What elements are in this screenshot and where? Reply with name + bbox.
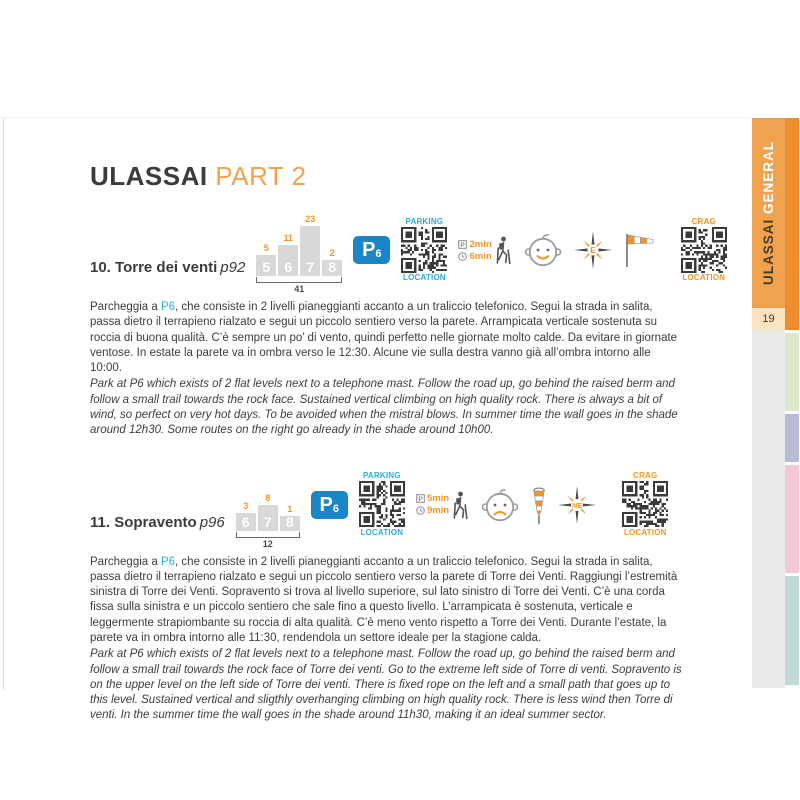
chapter-tab-label-dark: ULASSAI [761, 218, 776, 286]
grade-distribution-chart [236, 492, 300, 549]
page-title-accent: PART 2 [215, 161, 307, 191]
compass-direction-label: NE [572, 500, 583, 510]
parking-qr-top-label: PARKING [362, 471, 401, 481]
crag-qr-bottom-label: LOCATION [623, 527, 667, 537]
parking-ref-link: P6 [160, 301, 176, 313]
description-italian [90, 300, 684, 376]
windsock-windy-icon [622, 231, 656, 269]
clock-mini-icon [458, 252, 467, 261]
child-friendly-icon [522, 232, 564, 268]
chart-total: 12 [262, 538, 273, 549]
approach-times [458, 239, 491, 262]
chart-bracket [256, 277, 342, 283]
drive-time-value: 5min [426, 493, 450, 505]
chapter-tab [752, 118, 785, 308]
windsock-calm-icon [530, 485, 548, 525]
parking-mini-icon [458, 240, 467, 249]
sector-heading [90, 514, 225, 549]
chapter-tab-edge-strip [785, 118, 799, 330]
description-english: Park at P6 which exists of 2 flat levels next to a telephone mast. Follow the road up, go behind the raised berm and follow a small trail towards the rock face. Sustained vertical climbing on high quality rock. There is always a bit of wind, so perfect on very hot days. To be avoided when the mistral blows. In summer time the wall goes in the shade around 12h30. Some routes on the right go already in the shade around 10h00. [90, 378, 678, 437]
desc-it-prefix: Parcheggia a [90, 301, 161, 313]
sector-heading-text: 10. Torre dei venti [90, 259, 218, 276]
grade-bar: 3 6 [236, 513, 256, 531]
clock-mini-icon [416, 506, 425, 515]
crag-qr-top-label: CRAG [633, 471, 658, 481]
desc-it-prefix: Parcheggia a [90, 555, 161, 568]
description-italian [90, 555, 684, 647]
drive-time [458, 239, 491, 250]
page-left-edge [3, 118, 4, 690]
walk-time-value: 6min [469, 250, 492, 262]
page-content [90, 0, 726, 724]
walk-time [458, 251, 491, 262]
approach-info [458, 236, 510, 264]
section-strip-teal [785, 576, 799, 685]
grade-bar: 11 6 [278, 245, 298, 276]
crag-qr-code [681, 227, 727, 273]
hiker-icon [494, 236, 511, 264]
chart-total: 41 [294, 284, 305, 294]
condition-icons [522, 230, 656, 270]
page-title [90, 161, 684, 192]
parking-letter: P [362, 239, 376, 261]
condition-icons [479, 485, 597, 525]
crag-qr-bottom-label: LOCATION [682, 273, 726, 283]
compass-direction-label: E [589, 245, 596, 255]
sector-heading [90, 259, 245, 294]
parking-qr-code [359, 481, 405, 527]
desc-it-body: , che consiste in 2 livelli pianeggianti accanto a un traliccio telefonico. Segui la strada in salita, passa dietro il terrapieno rialzato e segui un piccolo sentiero verso la parete di Torre dei Venti. Raggiungi l’estremità sinistra di Torre dei Venti. Sopravento si trova al livello superiore, sul lato sinistro di Torre dei Venti. C’è una corda fissa sulla sinistra e un piccolo sentiero che sale fino a questo livello. L’arrampicata è sostenuta, verticale e leggermente strapiombante su roccia di alta qualità. C’è meno vento rispetto a Torre dei Venti. Durante l’estate, la parete va in ombra intorno alle 11:30, rendendola un settore ideale per la stagione calda. [90, 555, 678, 644]
walk-time [416, 505, 449, 516]
parking-letter: P [319, 493, 333, 516]
grade-bar: 23 7 [300, 226, 320, 276]
parking-mini-icon [416, 494, 425, 503]
grade-bar: 5 5 [256, 255, 276, 276]
chart-bracket [236, 532, 300, 538]
grade-distribution-chart [256, 214, 342, 294]
parking-qr-top-label: PARKING [405, 216, 444, 226]
desc-it-body: , che consiste in 2 livelli pianeggianti accanto a un traliccio telefonico. Segui la strada in salita, passa dietro il terrapieno rialzato e segui un piccolo sentiero verso la parete. Arrampicata verticale sostenuta su roccia di buona qualità. C’è sempre un po’ di vento, quindi perfetto nelle giornate molto calde. Da evitare in giornate ventose. In estate la parete va in ombra verso le 12:30. Alcune vie sulla destra vanno già all’ombra intorno alle 10:00. [90, 301, 678, 375]
grade-bars [256, 214, 342, 276]
sector-heading-text: 11. Sopravento [90, 513, 197, 531]
crag-qr-top-label: CRAG [691, 216, 716, 226]
compass-orientation-icon [573, 230, 613, 270]
parking-number: 6 [332, 502, 339, 515]
parking-qr-code [401, 227, 447, 273]
description-english: Park at P6 which exists of 2 flat levels next to a telephone mast. Follow the road up, go behind the raised berm and follow a small trail towards the rock face of Torre dei venti. Go to the extreme left side of Torre di venti. Sopravento is on the upper level on the left side of Torre dei venti. There is fixed rope on the left and a small path that goes up to this level. Sustained vertical and sligthly overhanging climbing on high quality rock. There is less wind then Torre di venti. In the summer time the wall goes in the shade around 11h30, making it an ideal summer sector. [90, 648, 682, 722]
grade-bars [236, 492, 300, 531]
page-title-main: ULASSAI [90, 161, 208, 191]
child-friendly-icon [479, 487, 521, 523]
parking-number: 6 [375, 248, 382, 260]
drive-time [416, 493, 449, 504]
parking-p6-badge [311, 491, 348, 519]
parking-ref-link: P6 [160, 555, 176, 568]
svg-text:P: P [460, 241, 466, 249]
crag-qr-block [622, 471, 668, 537]
sector-page-ref: p96 [199, 513, 225, 531]
chapter-tab-label [752, 118, 785, 308]
section-strip-lavender [785, 414, 799, 462]
parking-qr-bottom-label: LOCATION [360, 527, 404, 537]
walk-time-value: 9min [426, 505, 450, 517]
parking-qr-block [359, 471, 405, 537]
section-strip-green [785, 333, 799, 411]
sector-row-torre-dei-venti [90, 206, 726, 294]
page-number: 19 [752, 308, 785, 330]
section-strip-pink [785, 465, 799, 573]
drive-time-value: 2min [469, 238, 492, 250]
approach-info [416, 491, 468, 519]
crag-qr-block [681, 217, 727, 283]
hiker-icon [451, 491, 468, 519]
sector-row-sopravento [90, 461, 684, 549]
sector-page-ref: p92 [220, 259, 246, 276]
parking-p6-badge [353, 236, 390, 264]
parking-qr-bottom-label: LOCATION [403, 273, 446, 283]
svg-text:P: P [418, 496, 423, 504]
chapter-tab-label-light: GENERAL [761, 140, 776, 214]
parking-qr-block [401, 217, 447, 283]
compass-orientation-icon [557, 485, 597, 525]
grade-bar: 1 8 [280, 516, 300, 531]
crag-qr-code [622, 481, 668, 527]
sidebar-inactive-column [752, 330, 785, 688]
grade-bar: 2 8 [322, 260, 342, 276]
grade-bar: 8 7 [258, 505, 278, 531]
approach-times [416, 493, 449, 516]
